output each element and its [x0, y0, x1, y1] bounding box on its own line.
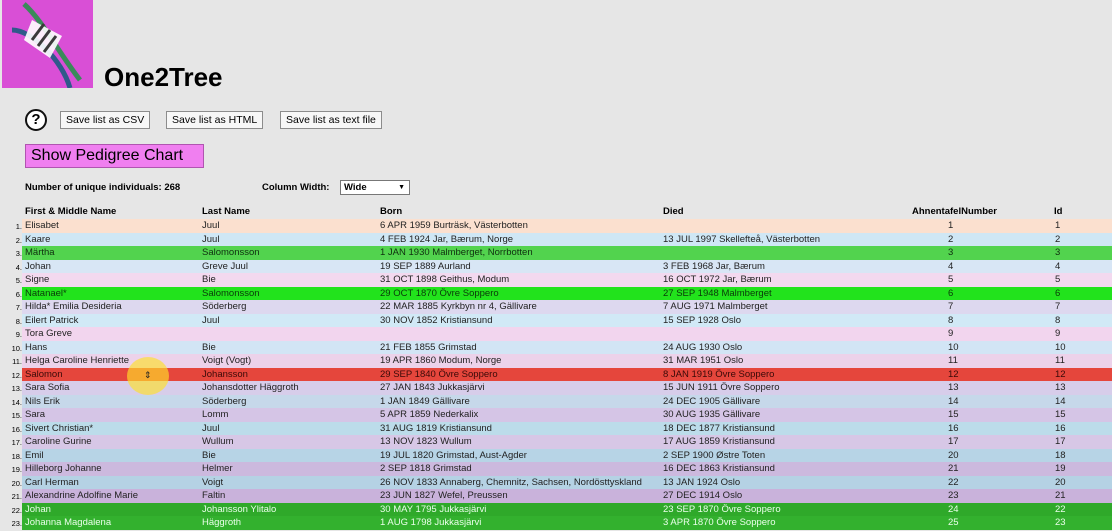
- cell-last-name: Bie: [202, 341, 216, 353]
- cell-last-name: Lomm: [202, 409, 229, 420]
- cell-id: 4: [1055, 260, 1061, 272]
- cell-ahnentafel-number: 16: [948, 422, 959, 434]
- cell-born: 1 JAN 1849 Gällivare: [380, 395, 470, 407]
- cell-born: 1 JAN 1930 Malmberget, Norrbotten: [380, 247, 533, 258]
- table-row[interactable]: [0, 300, 1112, 314]
- row-number: 17.: [0, 436, 22, 450]
- cell-born: 19 SEP 1889 Aurland: [380, 260, 471, 272]
- table-row[interactable]: [0, 246, 1112, 260]
- cell-last-name: Johansdotter Häggroth: [202, 382, 299, 393]
- cell-first-name: Hans: [25, 341, 48, 353]
- help-button[interactable]: ?: [25, 109, 47, 131]
- cell-id: 21: [1055, 490, 1066, 501]
- cell-ahnentafel-number: 25: [948, 517, 959, 528]
- cell-first-name: Helga Caroline Henriette: [25, 355, 130, 366]
- cell-ahnentafel-number: 4: [948, 260, 954, 272]
- cell-id: 23: [1055, 517, 1066, 528]
- table-row[interactable]: [0, 327, 1112, 341]
- cell-last-name: Juul: [202, 314, 220, 326]
- cell-born: 30 NOV 1852 Kristiansund: [380, 314, 493, 326]
- cell-born: 1 AUG 1798 Jukkasjärvi: [380, 517, 482, 528]
- row-number: 5.: [0, 274, 22, 288]
- cell-last-name: Juul: [202, 422, 220, 434]
- cell-died: 16 OCT 1972 Jar, Bærum: [663, 274, 772, 285]
- cell-ahnentafel-number: 1: [948, 220, 954, 231]
- row-number: 6.: [0, 288, 22, 302]
- table-row[interactable]: [0, 341, 1112, 355]
- cell-first-name: Sara: [25, 409, 46, 420]
- cell-died: 16 DEC 1863 Kristiansund: [663, 463, 775, 474]
- header-first-name[interactable]: First & Middle Name: [25, 206, 117, 217]
- cell-ahnentafel-number: 13: [948, 382, 959, 393]
- cell-last-name: Johansson Ylitalo: [202, 503, 277, 515]
- table-row[interactable]: [0, 287, 1112, 301]
- table-row[interactable]: [0, 516, 1112, 530]
- cell-id: 17: [1055, 436, 1066, 447]
- table-row[interactable]: [0, 462, 1112, 476]
- cell-last-name: Häggroth: [202, 517, 242, 528]
- cell-ahnentafel-number: 8: [948, 314, 954, 326]
- unique-individuals-count: Number of unique individuals: 268: [25, 182, 181, 193]
- cell-id: 2: [1055, 233, 1061, 245]
- row-number: 10.: [0, 342, 22, 356]
- cell-ahnentafel-number: 21: [948, 463, 959, 474]
- cell-ahnentafel-number: 17: [948, 436, 959, 447]
- header-last-name[interactable]: Last Name: [202, 206, 251, 217]
- cell-first-name: Kaare: [25, 233, 51, 245]
- cell-id: 13: [1055, 382, 1066, 393]
- cell-first-name: Johan: [25, 260, 51, 272]
- cell-first-name: Natanael*: [25, 287, 67, 299]
- cell-first-name: Caroline Gurine: [25, 436, 92, 447]
- cell-id: 18: [1055, 449, 1066, 461]
- cell-id: 22: [1055, 503, 1066, 515]
- header-ahnentafel-number[interactable]: AhnentafelNumber: [912, 206, 997, 217]
- cell-first-name: Elisabet: [25, 220, 59, 231]
- cell-id: 5: [1055, 274, 1061, 285]
- row-number: 18.: [0, 450, 22, 464]
- cell-born: 2 SEP 1818 Grimstad: [380, 463, 472, 474]
- cell-born: 23 JUN 1827 Wefel, Preussen: [380, 490, 508, 501]
- save-csv-button[interactable]: Save list as CSV: [60, 111, 150, 129]
- row-number: 23.: [0, 517, 22, 531]
- cell-ahnentafel-number: 11: [948, 355, 958, 366]
- table-row[interactable]: [0, 489, 1112, 503]
- cell-ahnentafel-number: 15: [948, 409, 959, 420]
- cell-born: 31 OCT 1898 Geithus, Modum: [380, 274, 510, 285]
- table-row[interactable]: [0, 395, 1112, 409]
- cell-first-name: Salomon: [25, 368, 63, 380]
- cell-born: 5 APR 1859 Nederkalix: [380, 409, 479, 420]
- row-number: 4.: [0, 261, 22, 275]
- cell-died: 27 DEC 1914 Oslo: [663, 490, 743, 501]
- cell-first-name: Sara Sofia: [25, 382, 70, 393]
- cell-ahnentafel-number: 22: [948, 476, 959, 488]
- cell-born: 26 NOV 1833 Annaberg, Chemnitz, Sachsen, Nordösttyskland: [380, 476, 642, 488]
- cell-first-name: Emil: [25, 449, 44, 461]
- cell-died: 7 AUG 1971 Malmberget: [663, 301, 768, 312]
- row-number: 9.: [0, 328, 22, 342]
- cell-born: 30 MAY 1795 Jukkasjärvi: [380, 503, 487, 515]
- row-number: 22.: [0, 504, 22, 518]
- row-number: 8.: [0, 315, 22, 329]
- row-number: 12.: [0, 369, 22, 383]
- column-width-value: Wide: [344, 182, 367, 193]
- table-row[interactable]: [0, 273, 1112, 287]
- cell-ahnentafel-number: 2: [948, 233, 954, 245]
- table-row[interactable]: [0, 435, 1112, 449]
- cell-born: 29 SEP 1840 Övre Soppero: [380, 368, 498, 380]
- table-row[interactable]: [0, 503, 1112, 517]
- row-number: 15.: [0, 409, 22, 423]
- row-number: 1.: [0, 220, 22, 234]
- dropdown-arrow-icon: ▼: [398, 184, 405, 191]
- cell-first-name: Sivert Christian*: [25, 422, 94, 434]
- cell-id: 20: [1055, 476, 1066, 488]
- save-text-button[interactable]: Save list as text file: [280, 111, 382, 129]
- row-number: 2.: [0, 234, 22, 248]
- cell-ahnentafel-number: 20: [948, 449, 959, 461]
- cell-last-name: Voigt: [202, 476, 224, 488]
- cell-died: 24 DEC 1905 Gällivare: [663, 395, 761, 407]
- cell-last-name: Helmer: [202, 463, 233, 474]
- table-row[interactable]: [0, 314, 1112, 328]
- cell-last-name: Juul: [202, 233, 220, 245]
- cell-ahnentafel-number: 12: [948, 368, 959, 380]
- cell-ahnentafel-number: 7: [948, 301, 954, 312]
- table-row[interactable]: [0, 408, 1112, 422]
- cell-first-name: Alexandrine Adolfine Marie: [25, 490, 139, 501]
- cell-last-name: Faltin: [202, 490, 226, 501]
- cell-died: 3 FEB 1968 Jar, Bærum: [663, 260, 765, 272]
- cell-last-name: Johansson: [202, 368, 248, 380]
- cell-id: 6: [1055, 287, 1061, 299]
- cell-last-name: Söderberg: [202, 395, 247, 407]
- row-number: 11.: [0, 355, 22, 369]
- cell-last-name: Greve Juul: [202, 260, 248, 272]
- cell-died: 30 AUG 1935 Gällivare: [663, 409, 761, 420]
- app-title: One2Tree: [104, 62, 223, 92]
- cell-first-name: Carl Herman: [25, 476, 79, 488]
- cell-id: 12: [1055, 368, 1066, 380]
- row-number: 16.: [0, 423, 22, 437]
- show-pedigree-chart-button[interactable]: Show Pedigree Chart: [25, 144, 204, 168]
- cell-ahnentafel-number: 23: [948, 490, 959, 501]
- cell-born: 21 FEB 1855 Grimstad: [380, 341, 477, 353]
- cell-born: 4 FEB 1924 Jar, Bærum, Norge: [380, 233, 514, 245]
- cell-born: 13 NOV 1823 Wullum: [380, 436, 472, 447]
- cell-last-name: Salomonsson: [202, 247, 260, 258]
- cell-last-name: Wullum: [202, 436, 234, 447]
- cell-died: 3 APR 1870 Övre Soppero: [663, 517, 776, 528]
- column-width-select[interactable]: [340, 180, 410, 195]
- row-number: 14.: [0, 396, 22, 410]
- row-number: 13.: [0, 382, 22, 396]
- cell-id: 3: [1055, 247, 1061, 258]
- table-row[interactable]: [0, 354, 1112, 368]
- table-row[interactable]: [0, 219, 1112, 233]
- table-row[interactable]: [0, 233, 1112, 247]
- cell-ahnentafel-number: 5: [948, 274, 954, 285]
- cell-born: 22 MAR 1885 Kyrkbyn nr 4, Gällivare: [380, 301, 537, 312]
- cell-ahnentafel-number: 9: [948, 328, 954, 339]
- cell-first-name: Eilert Patrick: [25, 314, 79, 326]
- save-html-button[interactable]: Save list as HTML: [166, 111, 263, 129]
- cell-first-name: Hilleborg Johanne: [25, 463, 102, 474]
- header-id[interactable]: Id: [1054, 206, 1063, 217]
- cell-id: 11: [1055, 355, 1065, 366]
- cell-born: 19 JUL 1820 Grimstad, Aust-Agder: [380, 449, 527, 461]
- cell-died: 13 JAN 1924 Oslo: [663, 476, 741, 488]
- cell-first-name: Johanna Magdalena: [25, 517, 112, 528]
- cell-last-name: Salomonsson: [202, 287, 260, 299]
- cell-id: 19: [1055, 463, 1066, 474]
- cell-id: 7: [1055, 301, 1061, 312]
- table-row[interactable]: [0, 260, 1112, 274]
- column-width-label: Column Width:: [262, 182, 330, 193]
- table-row[interactable]: [0, 422, 1112, 436]
- cell-id: 9: [1055, 328, 1061, 339]
- cell-died: 15 SEP 1928 Oslo: [663, 314, 741, 326]
- cell-ahnentafel-number: 14: [948, 395, 959, 407]
- cell-born: 19 APR 1860 Modum, Norge: [380, 355, 502, 366]
- cell-born: 31 AUG 1819 Kristiansund: [380, 422, 492, 434]
- cell-first-name: Märtha: [25, 247, 55, 258]
- cell-last-name: Juul: [202, 220, 220, 231]
- row-number: 7.: [0, 301, 22, 315]
- cell-died: 13 JUL 1997 Skellefteå, Västerbotten: [663, 233, 821, 245]
- cell-id: 10: [1055, 341, 1066, 353]
- cell-ahnentafel-number: 24: [948, 503, 959, 515]
- cell-last-name: Bie: [202, 274, 216, 285]
- cell-last-name: Bie: [202, 449, 216, 461]
- header-died[interactable]: Died: [663, 206, 684, 217]
- cell-first-name: Johan: [25, 503, 51, 515]
- cell-id: 15: [1055, 409, 1066, 420]
- cell-died: 8 JAN 1919 Övre Soppero: [663, 368, 775, 380]
- cell-ahnentafel-number: 3: [948, 247, 954, 258]
- cell-first-name: Nils Erik: [25, 395, 60, 407]
- cell-id: 14: [1055, 395, 1066, 407]
- row-number: 21.: [0, 490, 22, 504]
- cell-last-name: Voigt (Vogt): [202, 355, 252, 366]
- cell-first-name: Tora Greve: [25, 328, 72, 339]
- cell-died: 2 SEP 1900 Østre Toten: [663, 449, 766, 461]
- app-logo: [2, 0, 93, 88]
- cell-first-name: Hilda* Emilia Desideria: [25, 301, 122, 312]
- cell-died: 23 SEP 1870 Övre Soppero: [663, 503, 781, 515]
- dna-helix-icon: [2, 0, 93, 88]
- row-number: 20.: [0, 477, 22, 491]
- cell-last-name: Söderberg: [202, 301, 247, 312]
- cell-died: 24 AUG 1930 Oslo: [663, 341, 743, 353]
- table-row[interactable]: [0, 449, 1112, 463]
- cell-died: 31 MAR 1951 Oslo: [663, 355, 744, 366]
- row-number: 19.: [0, 463, 22, 477]
- cell-died: 17 AUG 1859 Kristiansund: [663, 436, 775, 447]
- cell-id: 1: [1055, 220, 1061, 231]
- cell-ahnentafel-number: 10: [948, 341, 959, 353]
- cell-id: 16: [1055, 422, 1066, 434]
- cell-born: 6 APR 1959 Burträsk, Västerbotten: [380, 220, 528, 231]
- cell-died: 15 JUN 1911 Övre Soppero: [663, 382, 780, 393]
- table-row[interactable]: [0, 476, 1112, 490]
- cell-id: 8: [1055, 314, 1061, 326]
- resize-cursor-icon: ⇕: [144, 370, 152, 380]
- cell-born: 27 JAN 1843 Jukkasjärvi: [380, 382, 485, 393]
- cell-born: 29 OCT 1870 Övre Soppero: [380, 287, 499, 299]
- cell-first-name: Signe: [25, 274, 50, 285]
- header-born[interactable]: Born: [380, 206, 403, 217]
- cell-ahnentafel-number: 6: [948, 287, 954, 299]
- cell-died: 18 DEC 1877 Kristiansund: [663, 422, 775, 434]
- cell-died: 27 SEP 1948 Malmberget: [663, 287, 772, 299]
- row-number: 3.: [0, 247, 22, 261]
